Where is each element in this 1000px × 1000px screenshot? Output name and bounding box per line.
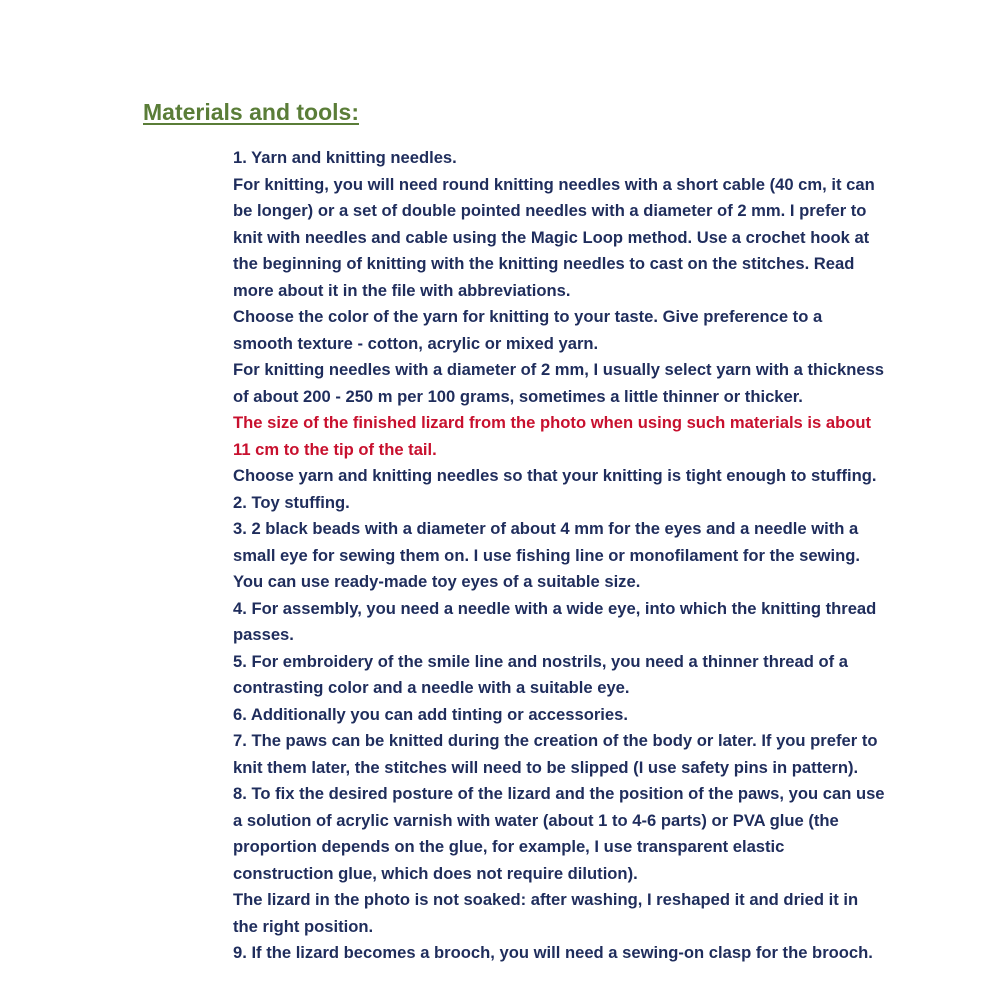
paragraph-line: smooth texture - cotton, acrylic or mixed yarn. — [233, 333, 599, 353]
paragraph-line: Choose the color of the yarn for knitting to your taste. Give preference to a — [233, 307, 823, 326]
paragraph-line: knit them later, the stitches will need to be slipped (I use safety pins in pattern). — [233, 757, 859, 777]
list-item-2: 2. Toy stuffing. — [233, 492, 350, 512]
paragraph-line: the right position. — [233, 916, 374, 936]
list-item-7: 7. The paws can be knitted during the creation of the body or later. If you prefer to — [233, 731, 878, 750]
list-item-8: 8. To fix the desired posture of the lizard and the position of the paws, you can use — [233, 784, 885, 803]
paragraph-line: proportion depends on the glue, for example, I use transparent elastic — [233, 837, 785, 856]
size-note-line: The size of the finished lizard from the photo when using such materials is about — [233, 413, 872, 432]
list-item-6: 6. Additionally you can add tinting or accessories. — [233, 704, 628, 724]
paragraph-line: For knitting, you will need round knitting needles with a short cable (40 cm, it can — [233, 174, 875, 194]
list-item-3: 3. 2 black beads with a diameter of about 4 mm for the eyes and a needle with a — [233, 519, 859, 538]
paragraph-line: be longer) or a set of double pointed needles with a diameter of 2 mm. I prefer to — [233, 201, 867, 220]
paragraph-line: small eye for sewing them on. I use fishing line or monofilament for the sewing. — [233, 545, 860, 565]
list-item-4: 4. For assembly, you need a needle with a wide eye, into which the knitting thread — [233, 598, 877, 618]
list-item-9: 9. If the lizard becomes a brooch, you will need a sewing-on clasp for the brooch. — [233, 943, 873, 962]
paragraph-line: For knitting needles with a diameter of 2 mm, I usually select yarn with a thickness — [233, 360, 885, 379]
section-heading: Materials and tools: — [143, 99, 359, 125]
paragraph-line: Choose yarn and knitting needles so that your knitting is tight enough to stuffing. — [233, 466, 877, 485]
paragraph-line: construction glue, which does not require dilution). — [233, 863, 638, 883]
paragraph-line: knit with needles and cable using the Magic Loop method. Use a crochet hook at — [233, 227, 870, 247]
list-item-1-title: 1. Yarn and knitting needles. — [233, 148, 457, 167]
paragraph-line: the beginning of knitting with the knitting needles to cast on the stitches. Read — [233, 254, 855, 273]
paragraph-line: a solution of acrylic varnish with water (about 1 to 4-6 parts) or PVA glue (the — [233, 810, 839, 830]
size-note-line: 11 cm to the tip of the tail. — [233, 439, 437, 459]
paragraph-line: of about 200 - 250 m per 100 grams, sometimes a little thinner or thicker. — [233, 386, 803, 406]
paragraph-line: You can use ready-made toy eyes of a suitable size. — [233, 572, 641, 591]
paragraph-line: more about it in the file with abbreviations. — [233, 280, 571, 300]
paragraph-line: contrasting color and a needle with a suitable eye. — [233, 678, 630, 697]
list-item-5: 5. For embroidery of the smile line and nostrils, you need a thinner thread of a — [233, 651, 849, 671]
paragraph-line: The lizard in the photo is not soaked: after washing, I reshaped it and dried it in — [233, 890, 859, 909]
paragraph-line: passes. — [233, 625, 294, 644]
materials-list — [233, 145, 933, 967]
